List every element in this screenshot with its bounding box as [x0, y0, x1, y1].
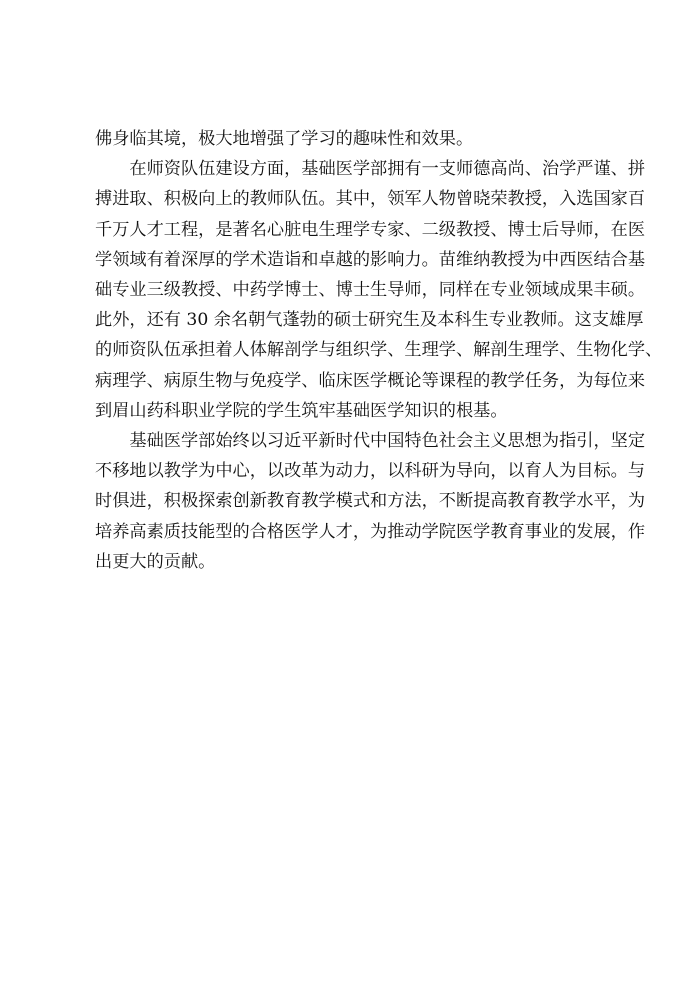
text-line: 出更大的贡献。 [95, 551, 216, 572]
text-line: 佛身临其境，极大地增强了学习的趣味性和效果。 [95, 129, 474, 149]
text-line: 在师资队伍建设方面，基础医学部拥有一支师德高尚、治学严谨、拼 [129, 159, 646, 180]
text-line: 千万人才工程，是著名心脏电生理学专家、二级教授、博士后导师，在医 [95, 219, 646, 240]
paragraph-intro-continuation [95, 124, 621, 154]
text-line: 培养高素质技能型的合格医学人才，为推动学院医学教育事业的发展，作 [95, 521, 646, 542]
text-line: 病理学、病原生物与免疫学、临床医学概论等课程的教学任务，为每位来 [95, 370, 646, 391]
paragraph-mission [95, 426, 646, 577]
text-line: 的师资队伍承担着人体解剖学与组织学、生理学、解剖生理学、生物化学、 [95, 340, 663, 361]
text-line: 不移地以教学为中心，以改革为动力，以科研为导向，以育人为目标。与 [95, 461, 646, 482]
text-line: 到眉山药科职业学院的学生筑牢基础医学知识的根基。 [95, 400, 508, 421]
document-body [95, 124, 663, 577]
text-line: 基础医学部始终以习近平新时代中国特色社会主义思想为指引，坚定 [129, 431, 646, 452]
text-line: 时俱进，积极探索创新教育教学模式和方法，不断提高教育教学水平，为 [95, 491, 646, 512]
text-line: 础专业三级教授、中药学博士、博士生导师，同样在专业领域成果丰硕。 [95, 280, 646, 301]
text-line: 搏进取、积极向上的教师队伍。其中，领军人物曾晓荣教授，入选国家百 [95, 189, 646, 210]
paragraph-faculty [95, 154, 663, 426]
text-line: 学领域有着深厚的学术造诣和卓越的影响力。苗维纳教授为中西医结合基 [95, 249, 646, 270]
text-line: 此外，还有 30 余名朝气蓬勃的硕士研究生及本科生专业教师。这支雄厚 [95, 310, 644, 331]
